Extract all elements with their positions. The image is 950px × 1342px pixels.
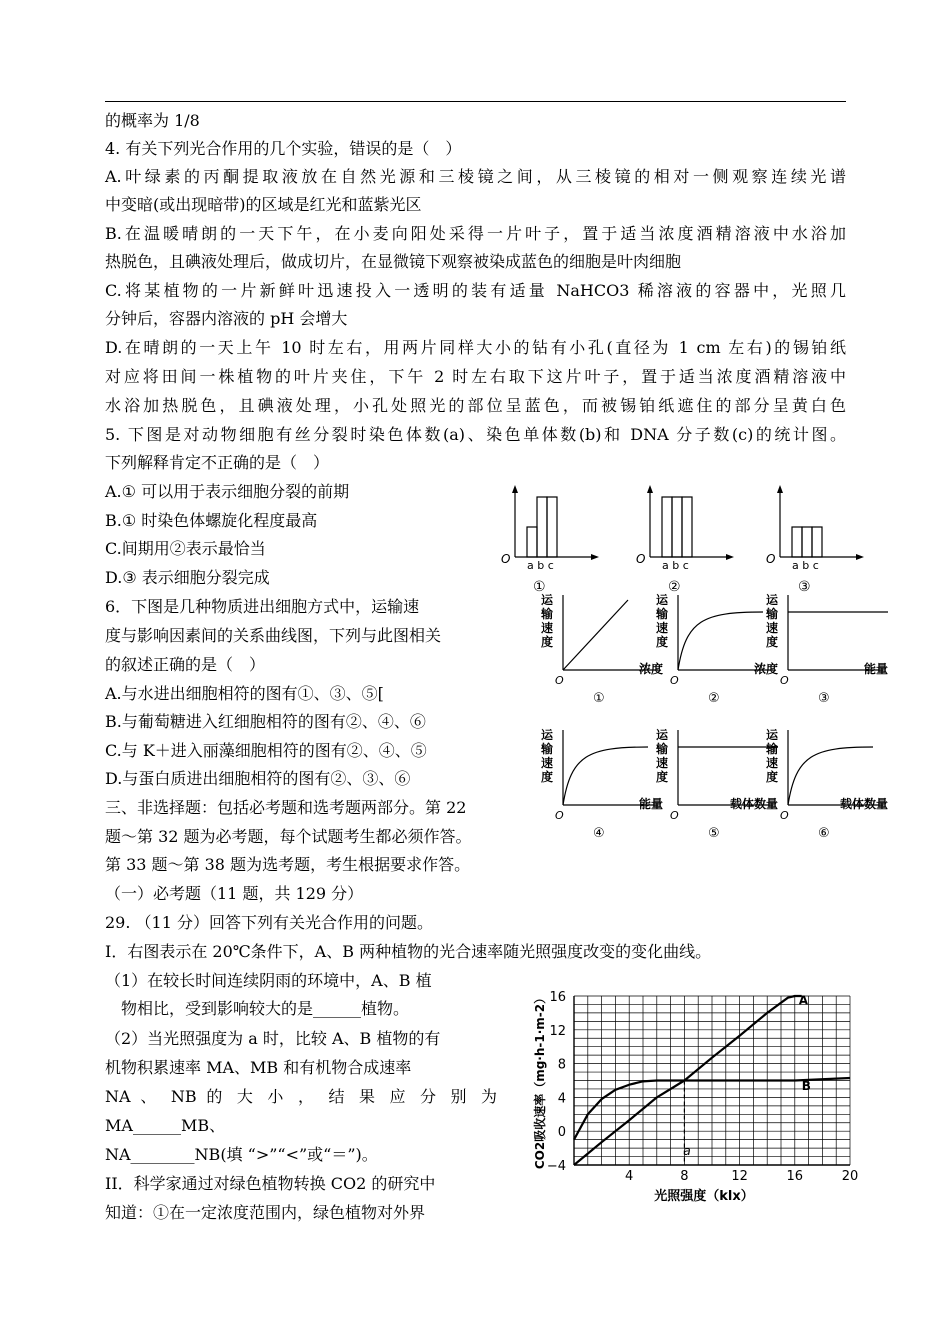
text-line: D.③ 表示细胞分裂完成 bbox=[105, 568, 270, 587]
arrow-icon bbox=[777, 485, 783, 493]
text-line: 物相比，受到影响较大的是______植物。 bbox=[105, 999, 410, 1018]
x-axis-label: 载体数量 bbox=[839, 797, 888, 811]
y-axis-label: 运 bbox=[541, 728, 554, 742]
panel-label: ① bbox=[533, 579, 546, 595]
text-line: A.与水进出细胞相符的图有①、③、⑤[ bbox=[105, 684, 384, 703]
text-line: 下列解释肯定不正确的是（ ） bbox=[105, 453, 330, 472]
bar bbox=[812, 527, 822, 557]
annotation-label: a bbox=[683, 1144, 691, 1158]
text-line: B.① 时染色体螺旋化程度最高 bbox=[105, 511, 318, 530]
y-axis-label: 输 bbox=[541, 742, 554, 756]
text-line: NA 、 NB 的 大 小 ， 结 果 应 分 别 为 bbox=[105, 1087, 497, 1106]
x-tick-label: 16 bbox=[786, 1169, 804, 1184]
text-line: B.与葡萄糖进入红细胞相符的图有②、④、⑥ bbox=[105, 712, 426, 731]
y-axis-label: 运 bbox=[656, 728, 669, 742]
text-line: 度与影响因素间的关系曲线图，下列与此图相关 bbox=[105, 626, 442, 645]
text-line: MA______MB、 bbox=[105, 1116, 226, 1135]
text-line: 的概率为 1/8 bbox=[105, 111, 200, 130]
panel-label: ① bbox=[593, 691, 605, 706]
text-line: （1）在较长时间连续阴雨的环境中，A、B 植 bbox=[105, 971, 432, 990]
y-axis-label: 速 bbox=[656, 621, 669, 635]
series-label: A bbox=[798, 993, 809, 1008]
y-tick-label: −4 bbox=[546, 1159, 566, 1174]
y-tick-label: 4 bbox=[557, 1091, 566, 1107]
y-axis-label: 输 bbox=[656, 607, 669, 621]
text-line: 机物积累速率 MA、MB 和有机物合成速率 bbox=[105, 1058, 412, 1077]
origin-label: O bbox=[555, 674, 564, 687]
text-line: 的叙述正确的是（ ） bbox=[105, 655, 266, 674]
text-line: 29. （11 分）回答下列有关光合作用的问题。 bbox=[105, 913, 433, 932]
bar-category-labels: a b c bbox=[792, 559, 819, 572]
bar-category-labels: a b c bbox=[527, 559, 554, 572]
text-line: 知道：①在一定浓度范围内，绿色植物对外界 bbox=[105, 1203, 426, 1222]
origin-label: O bbox=[501, 552, 511, 566]
text-line: II．科学家通过对绿色植物转换 CO2 的研究中 bbox=[105, 1174, 436, 1193]
bar bbox=[537, 497, 547, 557]
y-axis-label: 度 bbox=[656, 770, 669, 784]
text-line: C.将某植物的一片新鲜叶迅速投入一透明的装有适量 NaHCO3 稀溶液的容器中，光照几 bbox=[105, 281, 846, 300]
panel-label: ④ bbox=[593, 826, 605, 841]
text-line: 三、非选择题：包括必考题和选考题两部分。第 22 bbox=[105, 798, 467, 817]
y-axis-label: 运 bbox=[766, 728, 779, 742]
origin-label: O bbox=[670, 674, 679, 687]
y-tick-label: 0 bbox=[557, 1125, 566, 1141]
x-axis-label: 载体数量 bbox=[729, 797, 778, 811]
y-axis-label: 输 bbox=[541, 607, 554, 621]
y-tick-label: 12 bbox=[549, 1023, 566, 1039]
arrow-icon bbox=[591, 554, 599, 560]
text-line: C.间期用②表示最恰当 bbox=[105, 539, 266, 558]
text-line: 中变暗(或出现暗带)的区域是红光和蓝紫光区 bbox=[105, 195, 422, 214]
y-axis-title: CO2吸收速率（mg·h-1·m-2） bbox=[533, 991, 547, 1170]
x-tick-label: 12 bbox=[731, 1169, 748, 1184]
y-axis-label: 运 bbox=[766, 593, 779, 607]
y-tick-label: 8 bbox=[557, 1057, 566, 1073]
text-line: 热脱色，且碘液处理后，做成切片，在显微镜下观察被染成蓝色的细胞是叶肉细胞 bbox=[105, 252, 682, 271]
y-axis-label: 输 bbox=[766, 607, 779, 621]
y-axis-label: 度 bbox=[541, 770, 554, 784]
bar bbox=[547, 497, 557, 557]
arrow-icon bbox=[512, 485, 518, 493]
text-line: D.在晴朗的一天上午 10 时左右，用两片同样大小的钻有小孔(直径为 1 cm 左右)的锡铂纸 bbox=[105, 338, 846, 357]
transport-curve bbox=[563, 747, 648, 805]
panel-label: ③ bbox=[798, 579, 811, 595]
x-tick-label: 4 bbox=[625, 1169, 634, 1184]
text-line: NA________NB(填 “>”“<”或“＝”)。 bbox=[105, 1145, 378, 1164]
text-line: B.在温暖晴朗的一天下午，在小麦向阳处采得一片叶子，置于适当浓度酒精溶液中水浴加 bbox=[105, 224, 846, 243]
arrow-icon bbox=[856, 554, 864, 560]
y-axis-label: 度 bbox=[656, 635, 669, 649]
text-line: A.① 可以用于表示细胞分裂的前期 bbox=[105, 482, 350, 501]
text-line: （一）必考题（11 题，共 129 分） bbox=[105, 884, 364, 903]
origin-label: O bbox=[636, 552, 646, 566]
text-line: I．右图表示在 20℃条件下，A、B 两种植物的光合速率随光照强度改变的变化曲线。 bbox=[105, 942, 712, 961]
y-axis-label: 输 bbox=[766, 742, 779, 756]
y-axis-label: 运 bbox=[656, 593, 669, 607]
text-line: 4. 有关下列光合作用的几个实验，错误的是（ ） bbox=[105, 139, 462, 158]
text-line: A.叶绿素的丙酮提取液放在自然光源和三棱镜之间，从三棱镜的相对一侧观察连续光谱 bbox=[105, 167, 846, 186]
x-axis-label: 浓度 bbox=[753, 662, 778, 676]
x-axis-label: 能量 bbox=[638, 797, 663, 811]
bar-category-labels: a b c bbox=[662, 559, 689, 572]
transport-curve bbox=[678, 612, 763, 670]
panel-label: ③ bbox=[818, 691, 830, 706]
y-axis-label: 速 bbox=[541, 621, 554, 635]
y-axis-label: 速 bbox=[766, 756, 779, 770]
panel-label: ⑥ bbox=[818, 826, 830, 841]
co2-absorption-chart bbox=[520, 980, 860, 1205]
x-axis-label: 能量 bbox=[863, 662, 888, 676]
x-tick-label: 20 bbox=[841, 1169, 859, 1184]
y-axis-label: 运 bbox=[541, 593, 554, 607]
y-axis-label: 度 bbox=[766, 770, 779, 784]
origin-label: O bbox=[670, 809, 679, 822]
panel-label: ② bbox=[708, 691, 720, 706]
y-tick-label: 16 bbox=[549, 990, 566, 1005]
series-label: B bbox=[801, 1078, 811, 1093]
bar bbox=[792, 527, 802, 557]
transport-curve bbox=[563, 600, 628, 670]
text-line: 第 33 题～第 38 题为选考题，考生根据要求作答。 bbox=[105, 855, 471, 874]
text-line: 题～第 32 题为必考题，每个试题考生都必须作答。 bbox=[105, 827, 472, 846]
arrow-icon bbox=[726, 554, 734, 560]
arrow-icon bbox=[647, 485, 653, 493]
origin-label: O bbox=[780, 674, 789, 687]
text-line: 水浴加热脱色，且碘液处理，小孔处照光的部位呈蓝色，而被锡铂纸遮住的部分呈黄白色 bbox=[105, 396, 846, 415]
chromosome-bar-figure bbox=[490, 485, 870, 600]
origin-label: O bbox=[766, 552, 776, 566]
transport-curve-figure bbox=[520, 590, 890, 850]
text-line: 5. 下图是对动物细胞有丝分裂时染色体数(a)、染色单体数(b)和 DNA 分子数(c)的统计图。 bbox=[105, 425, 846, 444]
y-axis-label: 度 bbox=[541, 635, 554, 649]
bar bbox=[662, 497, 672, 557]
bar bbox=[527, 527, 537, 557]
x-tick-label: 8 bbox=[680, 1169, 689, 1184]
text-line: D.与蛋白质进出细胞相符的图有②、③、⑥ bbox=[105, 769, 411, 788]
y-axis-label: 速 bbox=[766, 621, 779, 635]
origin-label: O bbox=[555, 809, 564, 822]
panel-label: ② bbox=[668, 579, 681, 595]
text-line: （2）当光照强度为 a 时，比较 A、B 植物的有 bbox=[105, 1029, 441, 1048]
y-axis-label: 速 bbox=[541, 756, 554, 770]
text-line: 6．下图是几种物质进出细胞方式中，运输速 bbox=[105, 597, 420, 616]
bar bbox=[672, 497, 682, 557]
bar bbox=[802, 527, 812, 557]
y-axis-label: 速 bbox=[656, 756, 669, 770]
y-axis-label: 度 bbox=[766, 635, 779, 649]
origin-label: O bbox=[780, 809, 789, 822]
text-line: 对应将田间一株植物的叶片夹住，下午 2 时左右取下这片叶子，置于适当浓度酒精溶液中 bbox=[105, 367, 846, 386]
text-line: C.与 K＋进入丽藻细胞相符的图有②、④、⑤ bbox=[105, 741, 427, 760]
panel-label: ⑤ bbox=[708, 826, 720, 841]
text-line: 分钟后，容器内溶液的 pH 会增大 bbox=[105, 309, 348, 328]
header-rule bbox=[105, 101, 846, 102]
x-axis-title: 光照强度（klx） bbox=[654, 1189, 754, 1204]
bar bbox=[682, 497, 692, 557]
y-axis-label: 输 bbox=[656, 742, 669, 756]
x-axis-label: 浓度 bbox=[638, 662, 663, 676]
